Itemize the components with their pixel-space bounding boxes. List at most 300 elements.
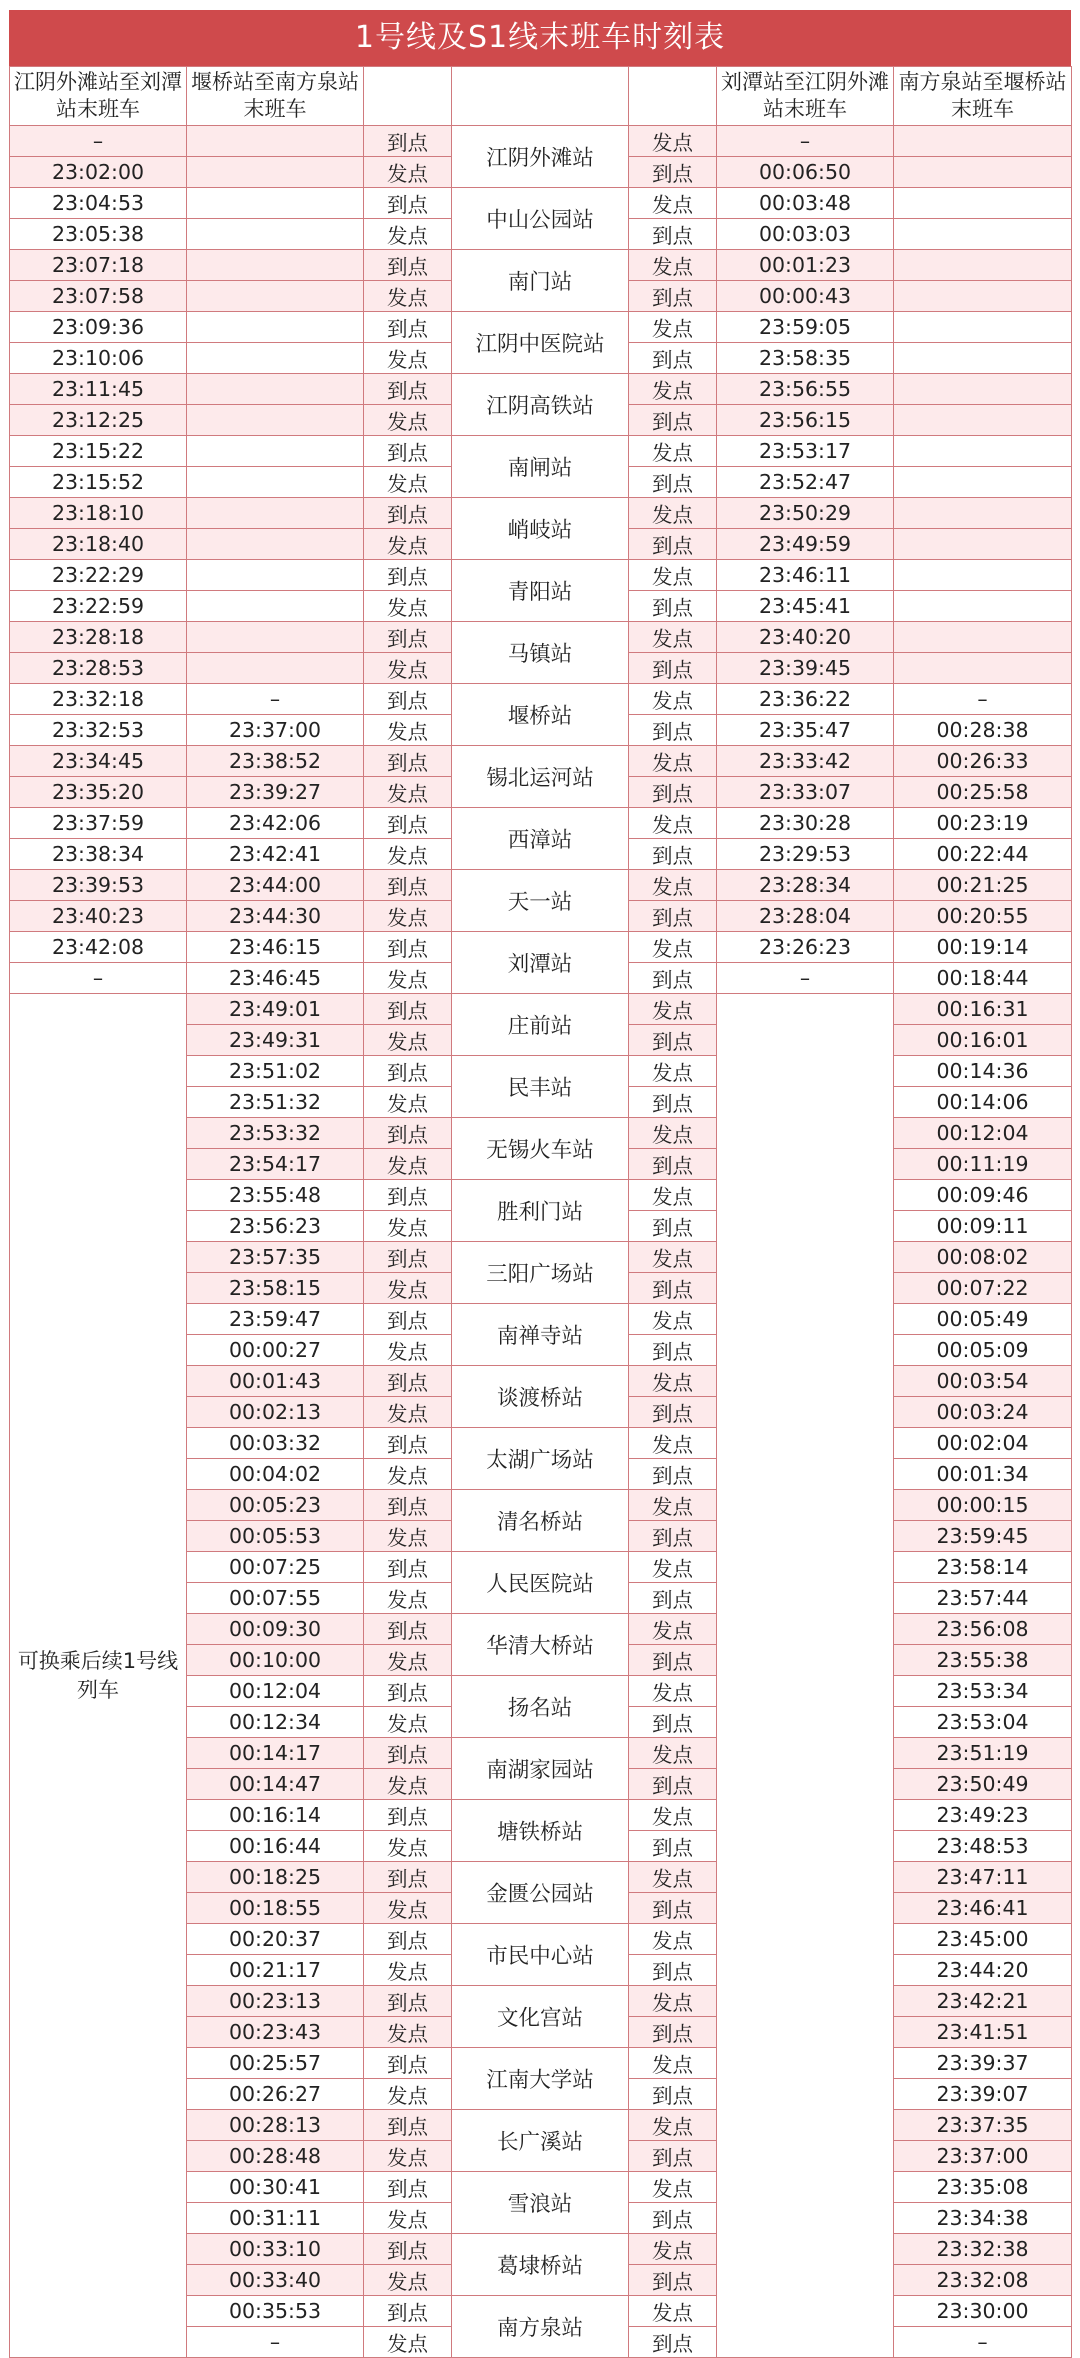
time-cell: 00:28:38 xyxy=(894,715,1072,746)
arrive-label: 到点 xyxy=(364,870,452,901)
arrive-label: 到点 xyxy=(364,746,452,777)
header-empty xyxy=(452,67,629,126)
depart-label: 发点 xyxy=(629,1242,717,1273)
time-cell: 23:18:40 xyxy=(10,529,187,560)
time-cell: 23:33:42 xyxy=(717,746,894,777)
depart-label: 发点 xyxy=(629,560,717,591)
depart-label: 发点 xyxy=(364,157,452,188)
time-cell: 23:59:47 xyxy=(187,1304,364,1335)
arrive-label: 到点 xyxy=(364,188,452,219)
depart-label: 发点 xyxy=(364,653,452,684)
depart-label: 发点 xyxy=(629,374,717,405)
time-cell: 23:44:30 xyxy=(187,901,364,932)
arrive-label: 到点 xyxy=(364,1738,452,1769)
time-cell: 23:57:35 xyxy=(187,1242,364,1273)
depart-label: 发点 xyxy=(364,1583,452,1614)
station-name: 谈渡桥站 xyxy=(452,1366,629,1428)
time-cell: 23:18:10 xyxy=(10,498,187,529)
time-cell: 23:56:15 xyxy=(717,405,894,436)
depart-label: 发点 xyxy=(364,715,452,746)
time-cell xyxy=(187,157,364,188)
time-cell: 23:32:18 xyxy=(10,684,187,715)
time-cell: 23:15:52 xyxy=(10,467,187,498)
arrive-label: 到点 xyxy=(364,932,452,963)
time-cell xyxy=(187,560,364,591)
time-cell xyxy=(187,374,364,405)
depart-label: 发点 xyxy=(364,777,452,808)
arrive-label: 到点 xyxy=(364,1676,452,1707)
time-cell: 23:32:38 xyxy=(894,2234,1072,2265)
time-cell xyxy=(894,374,1072,405)
station-name: 堰桥站 xyxy=(452,684,629,746)
time-cell xyxy=(894,529,1072,560)
station-name: 市民中心站 xyxy=(452,1924,629,1986)
arrive-label: 到点 xyxy=(629,1583,717,1614)
depart-label: 发点 xyxy=(629,1800,717,1831)
time-cell: 23:35:08 xyxy=(894,2172,1072,2203)
time-cell: 23:42:21 xyxy=(894,1986,1072,2017)
time-cell: 00:14:06 xyxy=(894,1087,1072,1118)
time-cell: 00:12:34 xyxy=(187,1707,364,1738)
time-cell: 23:49:01 xyxy=(187,994,364,1025)
depart-label: 发点 xyxy=(364,405,452,436)
time-cell xyxy=(187,529,364,560)
time-cell: 00:03:24 xyxy=(894,1397,1072,1428)
time-cell: 23:35:20 xyxy=(10,777,187,808)
time-cell xyxy=(894,188,1072,219)
time-cell: 23:40:20 xyxy=(717,622,894,653)
table-row xyxy=(10,684,1072,715)
time-cell: 00:18:44 xyxy=(894,963,1072,994)
time-cell: 23:15:22 xyxy=(10,436,187,467)
arrive-label: 到点 xyxy=(629,529,717,560)
time-cell: 23:32:53 xyxy=(10,715,187,746)
time-cell: 23:37:35 xyxy=(894,2110,1072,2141)
time-cell xyxy=(894,436,1072,467)
table-row xyxy=(10,622,1072,653)
time-cell: 23:07:18 xyxy=(10,250,187,281)
time-cell: 23:49:59 xyxy=(717,529,894,560)
station-name: 南湖家园站 xyxy=(452,1738,629,1800)
arrive-label: 到点 xyxy=(364,2110,452,2141)
time-cell: – xyxy=(187,2327,364,2358)
depart-label: 发点 xyxy=(629,1738,717,1769)
time-cell: 23:53:17 xyxy=(717,436,894,467)
time-cell xyxy=(187,591,364,622)
arrive-label: 到点 xyxy=(629,839,717,870)
time-cell xyxy=(187,622,364,653)
header-empty xyxy=(629,67,717,126)
time-cell: 23:45:41 xyxy=(717,591,894,622)
time-cell xyxy=(894,219,1072,250)
time-cell: 23:53:32 xyxy=(187,1118,364,1149)
depart-label: 发点 xyxy=(364,1335,452,1366)
arrive-label: 到点 xyxy=(364,1118,452,1149)
time-cell: 00:19:14 xyxy=(894,932,1072,963)
depart-label: 发点 xyxy=(629,1118,717,1149)
station-name: 长广溪站 xyxy=(452,2110,629,2172)
depart-label: 发点 xyxy=(364,901,452,932)
station-name: 三阳广场站 xyxy=(452,1242,629,1304)
arrive-label: 到点 xyxy=(629,1149,717,1180)
arrive-label: 到点 xyxy=(364,1180,452,1211)
time-cell: 23:46:41 xyxy=(894,1893,1072,1924)
arrive-label: 到点 xyxy=(629,901,717,932)
depart-label: 发点 xyxy=(629,684,717,715)
station-name: 华清大桥站 xyxy=(452,1614,629,1676)
time-cell: 23:56:23 xyxy=(187,1211,364,1242)
table-row xyxy=(10,498,1072,529)
station-name: 扬名站 xyxy=(452,1676,629,1738)
time-cell: 23:51:02 xyxy=(187,1056,364,1087)
station-name: 峭岐站 xyxy=(452,498,629,560)
time-cell: 00:23:43 xyxy=(187,2017,364,2048)
time-cell: 00:05:09 xyxy=(894,1335,1072,1366)
time-cell: 23:52:47 xyxy=(717,467,894,498)
time-cell: 23:26:23 xyxy=(717,932,894,963)
timetable xyxy=(9,10,1071,2358)
time-cell: 00:33:40 xyxy=(187,2265,364,2296)
time-cell: 00:09:11 xyxy=(894,1211,1072,1242)
depart-label: 发点 xyxy=(629,1552,717,1583)
time-cell: 00:03:32 xyxy=(187,1428,364,1459)
time-cell: 00:03:03 xyxy=(717,219,894,250)
time-cell xyxy=(894,343,1072,374)
time-cell: 23:39:37 xyxy=(894,2048,1072,2079)
table-row xyxy=(10,126,1072,157)
time-cell: 00:12:04 xyxy=(187,1676,364,1707)
arrive-label: 到点 xyxy=(629,1025,717,1056)
station-name: 江阴高铁站 xyxy=(452,374,629,436)
time-cell: 23:42:08 xyxy=(10,932,187,963)
time-cell: 23:33:07 xyxy=(717,777,894,808)
arrive-label: 到点 xyxy=(364,2296,452,2327)
depart-label: 发点 xyxy=(629,1614,717,1645)
time-cell: – xyxy=(894,2327,1072,2358)
time-cell: 23:38:34 xyxy=(10,839,187,870)
depart-label: 发点 xyxy=(364,343,452,374)
time-cell: 23:49:23 xyxy=(894,1800,1072,1831)
depart-label: 发点 xyxy=(364,1087,452,1118)
time-cell: 00:05:53 xyxy=(187,1521,364,1552)
depart-label: 发点 xyxy=(364,2265,452,2296)
time-cell: 00:16:44 xyxy=(187,1831,364,1862)
depart-label: 发点 xyxy=(629,870,717,901)
time-cell: 00:07:25 xyxy=(187,1552,364,1583)
time-cell: 00:01:43 xyxy=(187,1366,364,1397)
time-cell: 23:37:00 xyxy=(894,2141,1072,2172)
arrive-label: 到点 xyxy=(364,994,452,1025)
time-cell: 00:05:49 xyxy=(894,1304,1072,1335)
arrive-label: 到点 xyxy=(629,281,717,312)
time-cell: 23:49:31 xyxy=(187,1025,364,1056)
time-cell: 23:39:45 xyxy=(717,653,894,684)
time-cell: 23:28:04 xyxy=(717,901,894,932)
time-cell: 00:00:15 xyxy=(894,1490,1072,1521)
time-cell xyxy=(894,126,1072,157)
depart-label: 发点 xyxy=(629,1676,717,1707)
arrive-label: 到点 xyxy=(629,1769,717,1800)
table-row xyxy=(10,374,1072,405)
time-cell: 00:25:58 xyxy=(894,777,1072,808)
arrive-label: 到点 xyxy=(364,1490,452,1521)
depart-label: 发点 xyxy=(364,591,452,622)
station-name: 南闸站 xyxy=(452,436,629,498)
time-cell: – xyxy=(187,684,364,715)
depart-label: 发点 xyxy=(629,312,717,343)
arrive-label: 到点 xyxy=(364,684,452,715)
header-jiangyin-to-liutan: 江阴外滩站至刘潭站末班车 xyxy=(10,67,187,126)
time-cell: 00:18:25 xyxy=(187,1862,364,1893)
time-cell: 00:03:48 xyxy=(717,188,894,219)
depart-label: 发点 xyxy=(629,1304,717,1335)
depart-label: 发点 xyxy=(629,1986,717,2017)
station-name: 葛埭桥站 xyxy=(452,2234,629,2296)
depart-label: 发点 xyxy=(364,1459,452,1490)
time-cell: 00:11:19 xyxy=(894,1149,1072,1180)
time-cell: 23:34:45 xyxy=(10,746,187,777)
depart-label: 发点 xyxy=(629,1862,717,1893)
depart-label: 发点 xyxy=(629,126,717,157)
depart-label: 发点 xyxy=(364,1025,452,1056)
time-cell: 23:30:28 xyxy=(717,808,894,839)
time-cell: 23:39:27 xyxy=(187,777,364,808)
time-cell: 00:02:13 xyxy=(187,1397,364,1428)
time-cell xyxy=(187,653,364,684)
time-cell: – xyxy=(10,126,187,157)
time-cell xyxy=(894,405,1072,436)
depart-label: 发点 xyxy=(364,839,452,870)
depart-label: 发点 xyxy=(364,963,452,994)
arrive-label: 到点 xyxy=(364,498,452,529)
depart-label: 发点 xyxy=(364,529,452,560)
depart-label: 发点 xyxy=(364,1769,452,1800)
time-cell: 00:31:11 xyxy=(187,2203,364,2234)
arrive-label: 到点 xyxy=(364,374,452,405)
depart-label: 发点 xyxy=(629,2172,717,2203)
time-cell: 00:03:54 xyxy=(894,1366,1072,1397)
arrive-label: 到点 xyxy=(364,1552,452,1583)
time-cell: 00:16:31 xyxy=(894,994,1072,1025)
header-nanfangquan-to-yanqiao: 南方泉站至堰桥站末班车 xyxy=(894,67,1072,126)
time-cell: 23:58:35 xyxy=(717,343,894,374)
time-cell: 23:51:19 xyxy=(894,1738,1072,1769)
time-cell: 00:20:55 xyxy=(894,901,1072,932)
depart-label: 发点 xyxy=(629,2296,717,2327)
time-cell: 00:14:17 xyxy=(187,1738,364,1769)
station-name: 江南大学站 xyxy=(452,2048,629,2110)
arrive-label: 到点 xyxy=(629,1893,717,1924)
timetable-grid xyxy=(9,66,1072,2358)
header-empty xyxy=(364,67,452,126)
time-cell: 23:44:20 xyxy=(894,1955,1072,1986)
arrive-label: 到点 xyxy=(629,1273,717,1304)
station-name: 清名桥站 xyxy=(452,1490,629,1552)
station-name: 塘铁桥站 xyxy=(452,1800,629,1862)
depart-label: 发点 xyxy=(629,622,717,653)
depart-label: 发点 xyxy=(364,281,452,312)
time-cell: 23:28:53 xyxy=(10,653,187,684)
time-cell: 00:30:41 xyxy=(187,2172,364,2203)
depart-label: 发点 xyxy=(629,1924,717,1955)
time-cell: 23:34:38 xyxy=(894,2203,1072,2234)
station-name: 人民医院站 xyxy=(452,1552,629,1614)
depart-label: 发点 xyxy=(629,2110,717,2141)
time-cell: 00:09:30 xyxy=(187,1614,364,1645)
depart-label: 发点 xyxy=(364,1831,452,1862)
time-cell: 00:00:43 xyxy=(717,281,894,312)
time-cell xyxy=(894,591,1072,622)
time-cell: – xyxy=(717,126,894,157)
station-name: 南门站 xyxy=(452,250,629,312)
time-cell: 00:01:23 xyxy=(717,250,894,281)
arrive-label: 到点 xyxy=(629,1955,717,1986)
arrive-label: 到点 xyxy=(629,591,717,622)
depart-label: 发点 xyxy=(629,808,717,839)
arrive-label: 到点 xyxy=(364,126,452,157)
time-cell: 23:41:51 xyxy=(894,2017,1072,2048)
station-name: 太湖广场站 xyxy=(452,1428,629,1490)
arrive-label: 到点 xyxy=(629,2079,717,2110)
time-cell: 23:58:15 xyxy=(187,1273,364,1304)
time-cell: 00:07:55 xyxy=(187,1583,364,1614)
arrive-label: 到点 xyxy=(364,1986,452,2017)
time-cell: 00:05:23 xyxy=(187,1490,364,1521)
arrive-label: 到点 xyxy=(629,2327,717,2358)
depart-label: 发点 xyxy=(364,2327,452,2358)
depart-label: 发点 xyxy=(629,1366,717,1397)
table-row xyxy=(10,932,1072,963)
station-name: 马镇站 xyxy=(452,622,629,684)
station-name: 南禅寺站 xyxy=(452,1304,629,1366)
time-cell xyxy=(894,653,1072,684)
arrive-label: 到点 xyxy=(364,1056,452,1087)
time-cell: 00:06:50 xyxy=(717,157,894,188)
time-cell: 00:18:55 xyxy=(187,1893,364,1924)
time-cell: 00:28:48 xyxy=(187,2141,364,2172)
station-name: 胜利门站 xyxy=(452,1180,629,1242)
time-cell: 00:35:53 xyxy=(187,2296,364,2327)
time-cell: 23:53:34 xyxy=(894,1676,1072,1707)
time-cell xyxy=(187,250,364,281)
depart-label: 发点 xyxy=(364,1707,452,1738)
arrive-label: 到点 xyxy=(629,1211,717,1242)
arrive-label: 到点 xyxy=(629,653,717,684)
time-cell: 00:16:14 xyxy=(187,1800,364,1831)
time-cell: 23:50:29 xyxy=(717,498,894,529)
arrive-label: 到点 xyxy=(364,312,452,343)
time-cell: 23:30:00 xyxy=(894,2296,1072,2327)
arrive-label: 到点 xyxy=(629,2017,717,2048)
time-cell: 23:09:36 xyxy=(10,312,187,343)
arrive-label: 到点 xyxy=(364,808,452,839)
time-cell: 23:47:11 xyxy=(894,1862,1072,1893)
time-cell: 23:46:45 xyxy=(187,963,364,994)
time-cell: 23:07:58 xyxy=(10,281,187,312)
depart-label: 发点 xyxy=(629,250,717,281)
depart-label: 发点 xyxy=(629,932,717,963)
arrive-label: 到点 xyxy=(364,1304,452,1335)
time-cell: 23:40:23 xyxy=(10,901,187,932)
arrive-label: 到点 xyxy=(629,343,717,374)
time-cell: 23:22:29 xyxy=(10,560,187,591)
time-cell xyxy=(894,157,1072,188)
time-cell: 00:23:19 xyxy=(894,808,1072,839)
header-yanqiao-to-nanfangquan: 堰桥站至南方泉站末班车 xyxy=(187,67,364,126)
arrive-label: 到点 xyxy=(629,1459,717,1490)
depart-label: 发点 xyxy=(364,1211,452,1242)
depart-label: 发点 xyxy=(629,994,717,1025)
time-cell: 00:25:57 xyxy=(187,2048,364,2079)
arrive-label: 到点 xyxy=(364,436,452,467)
time-cell: 23:35:47 xyxy=(717,715,894,746)
time-cell xyxy=(187,343,364,374)
arrive-label: 到点 xyxy=(629,219,717,250)
arrive-label: 到点 xyxy=(364,622,452,653)
time-cell: 23:55:38 xyxy=(894,1645,1072,1676)
header-row xyxy=(10,67,1072,126)
header-liutan-to-jiangyin: 刘潭站至江阴外滩站末班车 xyxy=(717,67,894,126)
time-cell xyxy=(894,312,1072,343)
arrive-label: 到点 xyxy=(364,1800,452,1831)
time-cell xyxy=(894,498,1072,529)
time-cell xyxy=(894,622,1072,653)
time-cell xyxy=(894,467,1072,498)
time-cell: – xyxy=(717,963,894,994)
depart-label: 发点 xyxy=(364,2017,452,2048)
table-row xyxy=(10,870,1072,901)
transfer-note: 可换乘后续1号线列车 xyxy=(10,994,187,2358)
time-cell: 00:09:46 xyxy=(894,1180,1072,1211)
time-cell: 00:07:22 xyxy=(894,1273,1072,1304)
time-cell: 23:04:53 xyxy=(10,188,187,219)
time-cell: 00:20:37 xyxy=(187,1924,364,1955)
time-cell: 23:46:15 xyxy=(187,932,364,963)
time-cell: 23:02:00 xyxy=(10,157,187,188)
station-name: 江阴外滩站 xyxy=(452,126,629,188)
depart-label: 发点 xyxy=(629,746,717,777)
time-cell: 00:10:00 xyxy=(187,1645,364,1676)
station-name: 金匮公园站 xyxy=(452,1862,629,1924)
arrive-label: 到点 xyxy=(364,1614,452,1645)
time-cell: 23:56:08 xyxy=(894,1614,1072,1645)
station-name: 民丰站 xyxy=(452,1056,629,1118)
arrive-label: 到点 xyxy=(629,2265,717,2296)
time-cell: 23:44:00 xyxy=(187,870,364,901)
time-cell: 00:14:36 xyxy=(894,1056,1072,1087)
arrive-label: 到点 xyxy=(364,1862,452,1893)
time-cell: 23:05:38 xyxy=(10,219,187,250)
time-cell: 00:33:10 xyxy=(187,2234,364,2265)
arrive-label: 到点 xyxy=(629,715,717,746)
table-row xyxy=(10,312,1072,343)
arrive-label: 到点 xyxy=(629,2141,717,2172)
station-name: 中山公园站 xyxy=(452,188,629,250)
depart-label: 发点 xyxy=(629,188,717,219)
table-row xyxy=(10,250,1072,281)
station-name: 天一站 xyxy=(452,870,629,932)
time-cell: 23:51:32 xyxy=(187,1087,364,1118)
arrive-label: 到点 xyxy=(364,2172,452,2203)
arrive-label: 到点 xyxy=(364,2048,452,2079)
time-cell xyxy=(187,126,364,157)
time-cell: 23:55:48 xyxy=(187,1180,364,1211)
depart-label: 发点 xyxy=(364,219,452,250)
table-row xyxy=(10,808,1072,839)
arrive-label: 到点 xyxy=(364,1242,452,1273)
arrive-label: 到点 xyxy=(364,2234,452,2265)
arrive-label: 到点 xyxy=(364,250,452,281)
